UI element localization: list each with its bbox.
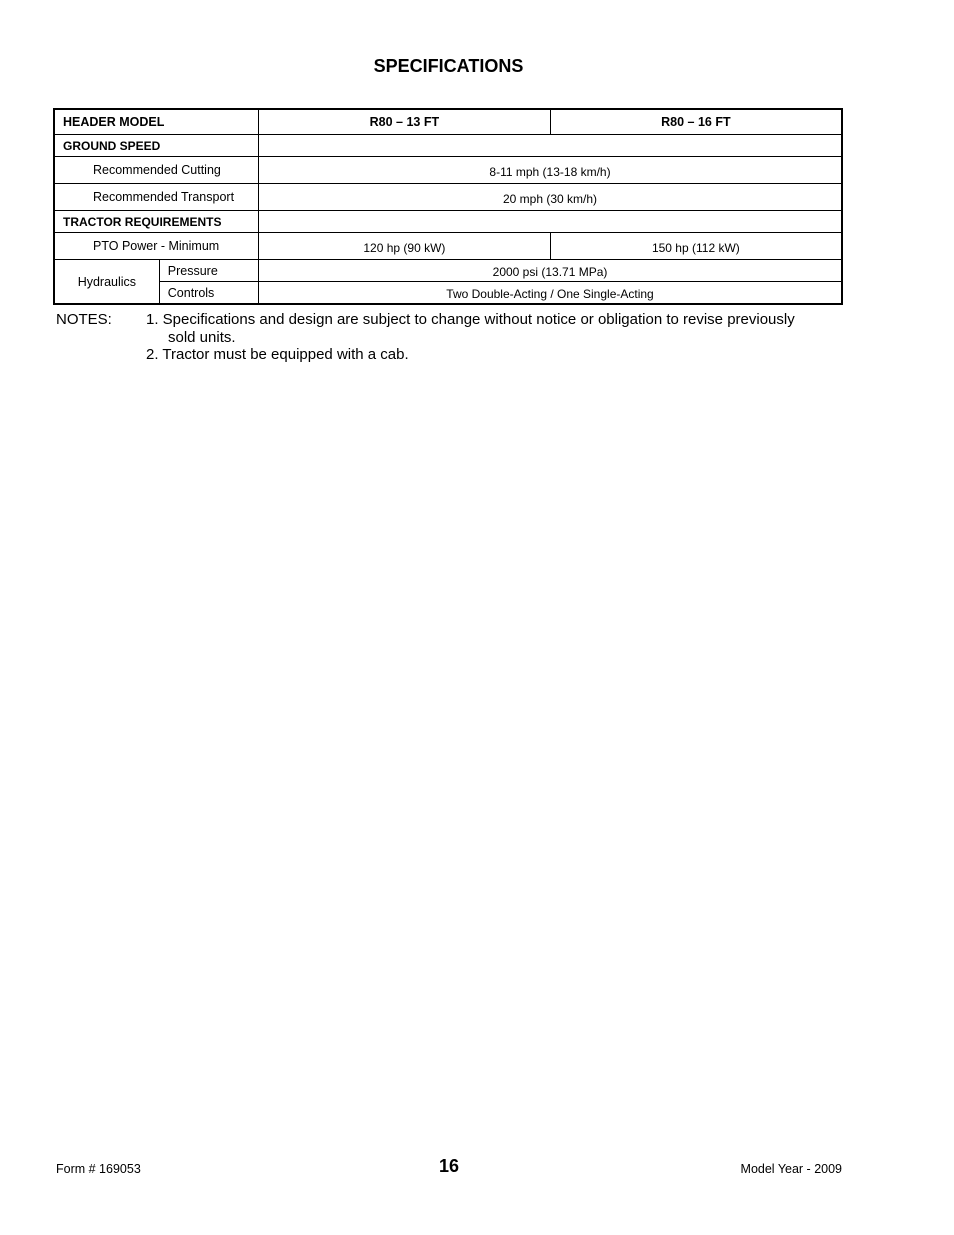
model-16ft-header: R80 – 16 FT	[550, 109, 842, 135]
hydraulics-label: Hydraulics	[54, 260, 159, 305]
note-item-1	[146, 311, 842, 346]
table-header-row	[54, 109, 842, 135]
table-row	[54, 260, 842, 282]
note-item-2	[146, 346, 842, 364]
table-row	[54, 157, 842, 184]
page-title: SPECIFICATIONS	[373, 56, 524, 76]
table-row	[54, 184, 842, 211]
controls-value: Two Double-Acting / One Single-Acting	[259, 282, 842, 305]
ground-speed-section-label: GROUND SPEED	[54, 135, 259, 157]
pto-power-16ft-value: 150 hp (112 kW)	[550, 233, 842, 260]
note-1-text: 1. Specifications and design are subject to change without notice or obligation to revise previously	[146, 311, 795, 328]
controls-label: Controls	[159, 282, 258, 305]
empty-cell	[259, 135, 842, 157]
table-row	[54, 282, 842, 305]
recommended-transport-value: 20 mph (30 km/h)	[259, 184, 842, 211]
empty-cell	[259, 211, 842, 233]
pto-power-13ft-value: 120 hp (90 kW)	[259, 233, 551, 260]
table-row	[54, 233, 842, 260]
page-footer	[56, 1156, 842, 1180]
recommended-cutting-label: Recommended Cutting	[54, 157, 259, 184]
table-row	[54, 135, 842, 157]
recommended-cutting-value: 8-11 mph (13-18 km/h)	[259, 157, 842, 184]
model-13ft-header: R80 – 13 FT	[259, 109, 551, 135]
form-number: Form # 169053	[56, 1162, 141, 1176]
pto-power-label: PTO Power - Minimum	[54, 233, 259, 260]
pressure-value: 2000 psi (13.71 MPa)	[259, 260, 842, 282]
recommended-transport-label: Recommended Transport	[54, 184, 259, 211]
page-number: 16	[438, 1156, 460, 1176]
model-year: Model Year - 2009	[740, 1162, 842, 1176]
note-2-text: 2. Tractor must be equipped with a cab.	[146, 346, 409, 363]
pressure-label: Pressure	[159, 260, 258, 282]
specifications-table	[53, 108, 843, 305]
header-model-label: HEADER MODEL	[54, 109, 259, 135]
tractor-requirements-section-label: TRACTOR REQUIREMENTS	[54, 211, 259, 233]
table-row	[54, 211, 842, 233]
note-1-continuation: sold units.	[168, 328, 236, 346]
notes-label: NOTES:	[56, 311, 112, 328]
